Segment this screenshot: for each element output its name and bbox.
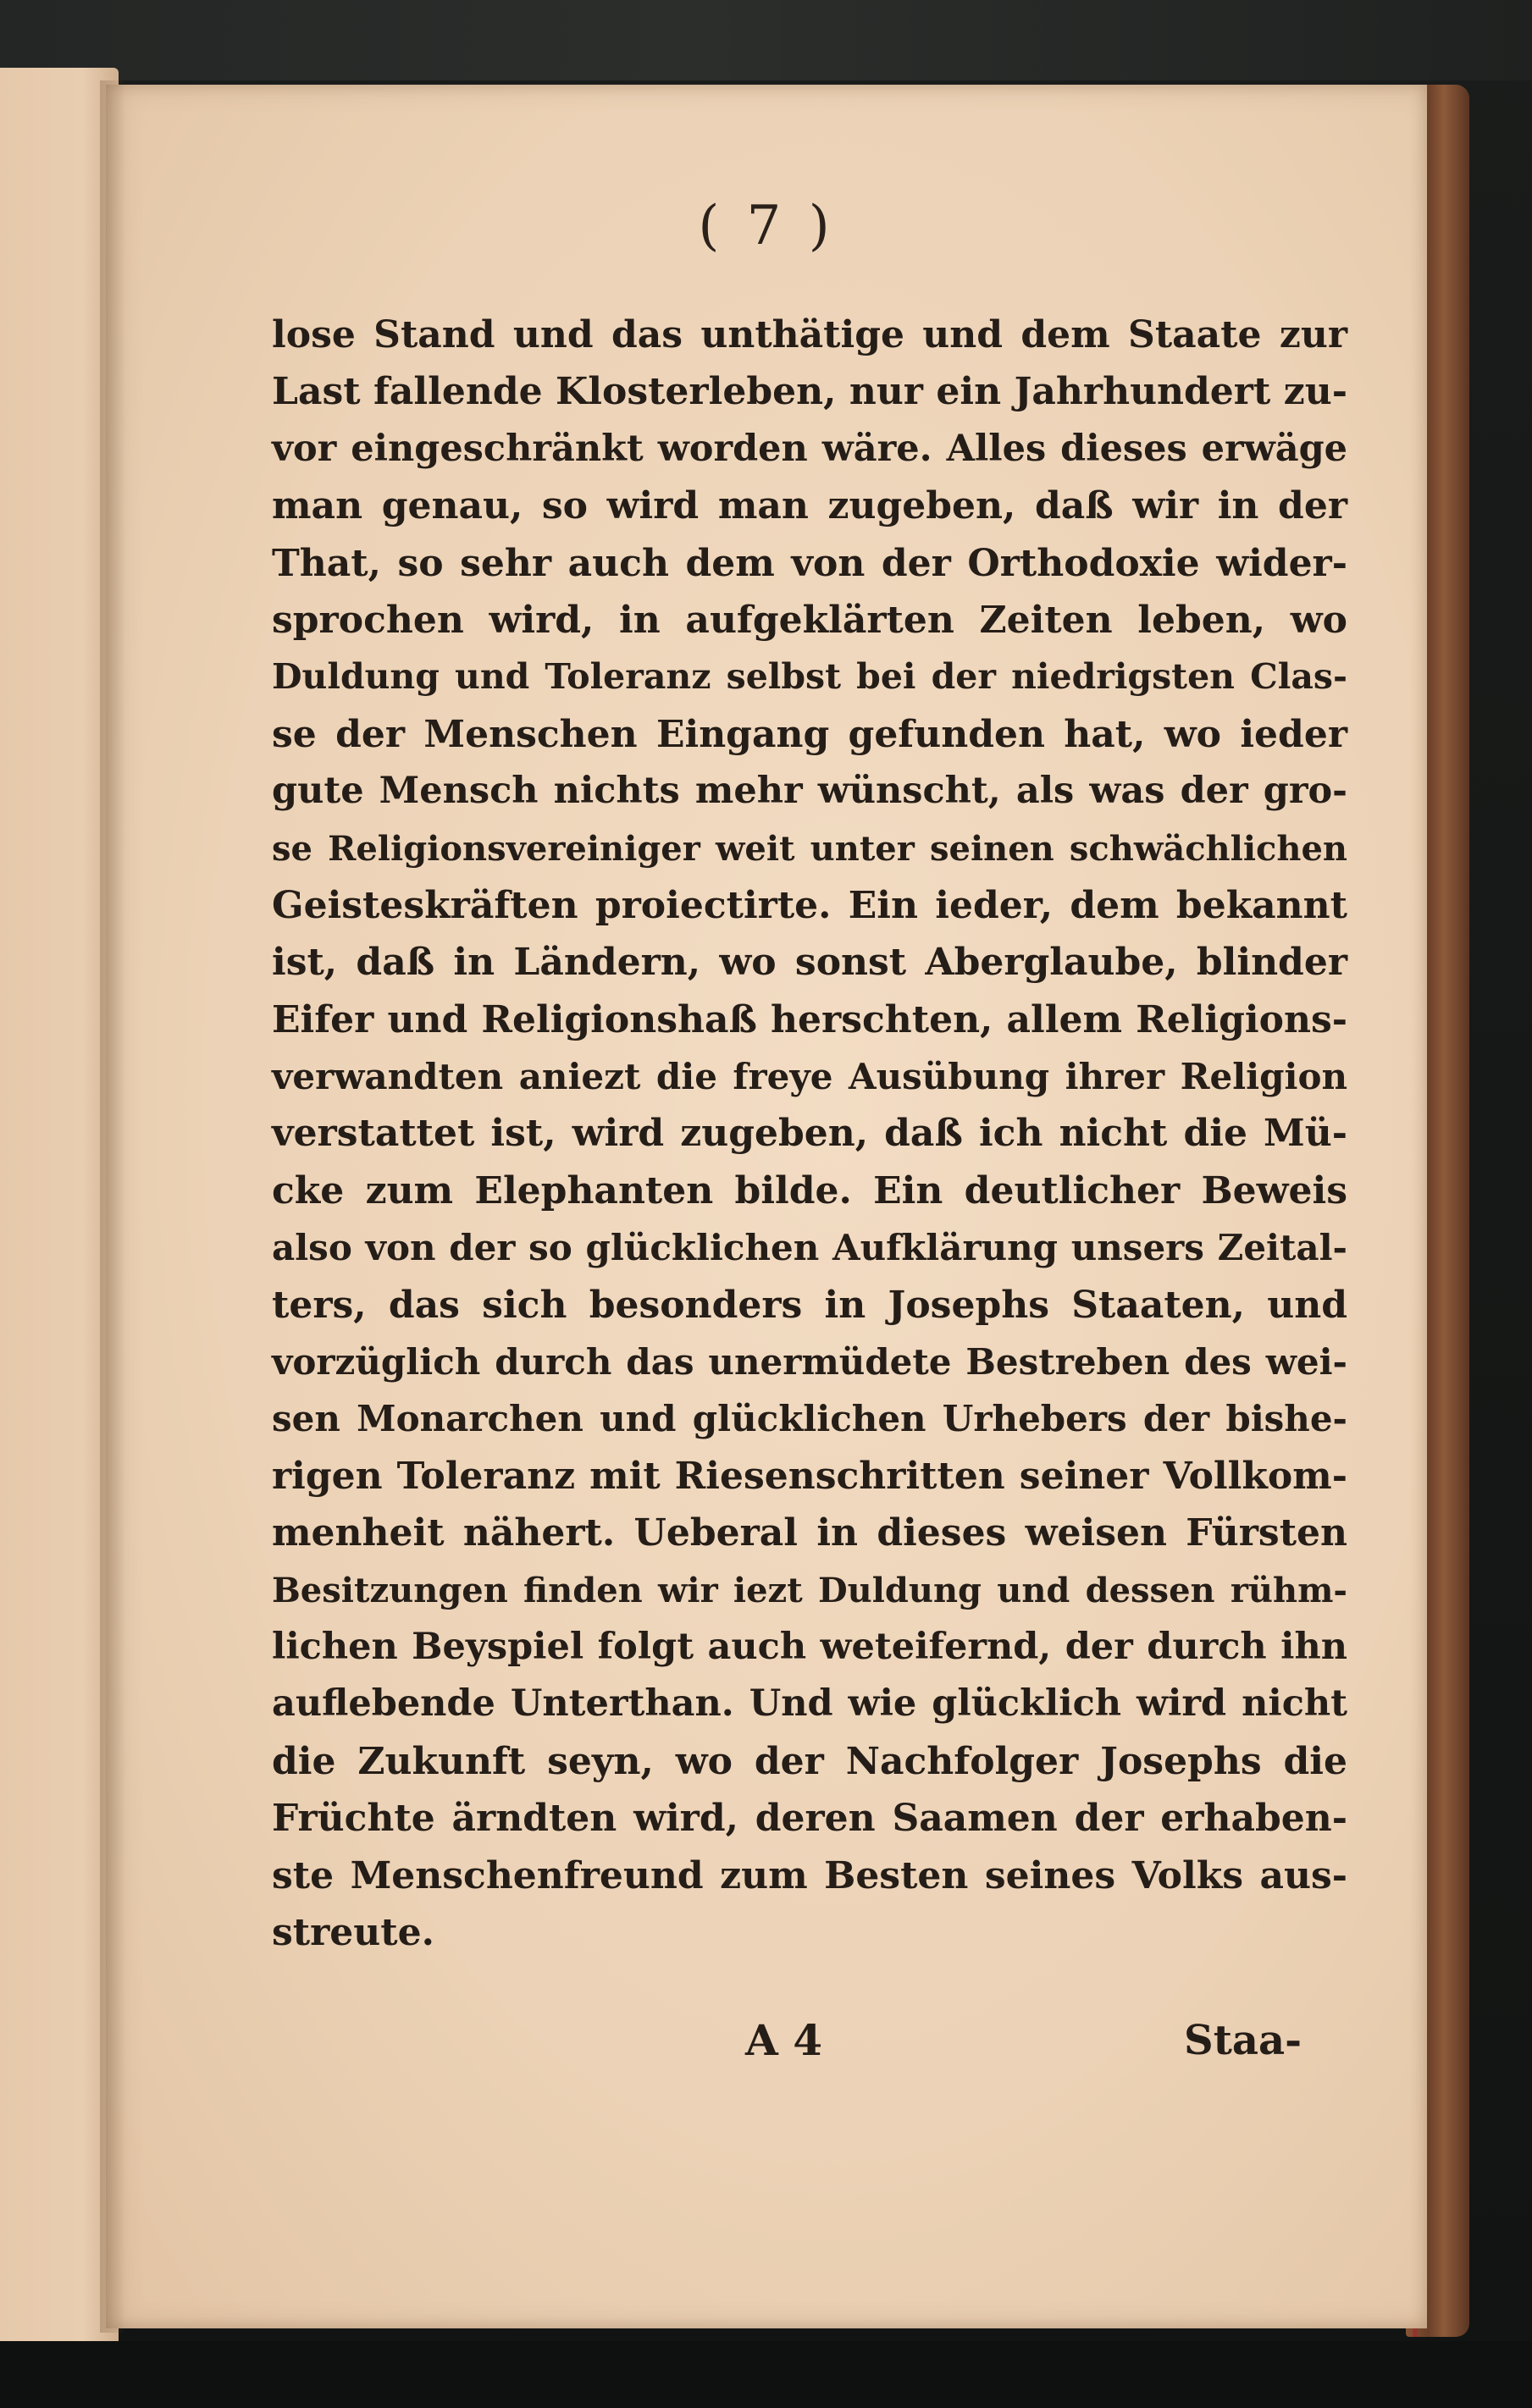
text-line: Eifer und Religionshaß herschten, allem Religions- — [272, 997, 1347, 1041]
text-line: vorzüglich durch das unermüdete Bestreben des wei- — [272, 1341, 1347, 1383]
text-line: verwandten aniezt die freye Ausübung ihrer Religion — [272, 1056, 1347, 1098]
text-line: Geisteskräften proiectirte. Ein ieder, dem bekannt — [272, 883, 1347, 927]
text-line: also von der so glücklichen Aufklärung unsers Zeital- — [272, 1227, 1347, 1269]
text-line: Last fallende Klosterleben, nur ein Jahrhundert zu- — [272, 370, 1347, 414]
text-line: lose Stand und das unthätige und dem Staate zur — [272, 313, 1347, 356]
text-line: rigen Toleranz mit Riesenschritten seiner Vollkom- — [272, 1454, 1347, 1498]
text-line: Duldung und Toleranz selbst bei der niedrigsten Clas- — [272, 656, 1347, 698]
text-line: se Religionsvereiniger weit unter seinen schwächlichen — [272, 828, 1347, 869]
text-line: ist, daß in Ländern, wo sonst Aberglaube, blinder — [272, 941, 1347, 985]
page-number: ( 7 ) — [698, 195, 835, 257]
text-line: lichen Beyspiel folgt auch weteifernd, der durch ihn — [272, 1625, 1347, 1668]
background-bottom — [0, 2341, 1532, 2408]
text-line: sprochen wird, in aufgeklärten Zeiten leben, wo — [272, 598, 1347, 642]
background-top — [0, 0, 1532, 80]
text-line: auflebende Unterthan. Und wie glücklich wird nicht — [272, 1682, 1347, 1726]
text-line: ters, das sich besonders in Josephs Staaten, und — [272, 1283, 1347, 1327]
catchword: Staa- — [1184, 2017, 1302, 2064]
text-line: verstattet ist, wird zugeben, daß ich nicht die Mü- — [272, 1112, 1347, 1156]
text-line: Früchte ärndten wird, deren Saamen der erhaben- — [272, 1797, 1347, 1841]
text-line: gute Mensch nichts mehr wünscht, als was der gro- — [272, 770, 1347, 813]
text-line: man genau, so wird man zugeben, daß wir in der — [272, 484, 1347, 528]
text-line: cke zum Elephanten bilde. Ein deutlicher Beweis — [272, 1168, 1347, 1212]
text-line: sen Monarchen und glücklichen Urhebers der bishe- — [272, 1398, 1347, 1440]
text-line: se der Menschen Eingang gefunden hat, wo ieder — [272, 712, 1347, 756]
text-line: vor eingeschränkt worden wäre. Alles dieses erwäge — [272, 427, 1347, 470]
text-line: That, so sehr auch dem von der Orthodoxie wider- — [272, 541, 1347, 585]
body-text — [272, 307, 1347, 1961]
text-line: ste Menschenfreund zum Besten seines Volks aus- — [272, 1853, 1347, 1897]
page-gutter-shadow — [100, 80, 125, 2333]
text-line: menheit nähert. Ueberal in dieses weisen Fürsten — [272, 1511, 1347, 1555]
text-line: Besitzungen finden wir iezt Duldung und dessen rühm- — [272, 1570, 1347, 1610]
text-line: streute. — [272, 1910, 434, 1954]
book-page — [106, 85, 1427, 2328]
signature-mark: A 4 — [745, 2015, 822, 2065]
text-line: die Zukunft seyn, wo der Nachfolger Josephs die — [272, 1739, 1347, 1783]
